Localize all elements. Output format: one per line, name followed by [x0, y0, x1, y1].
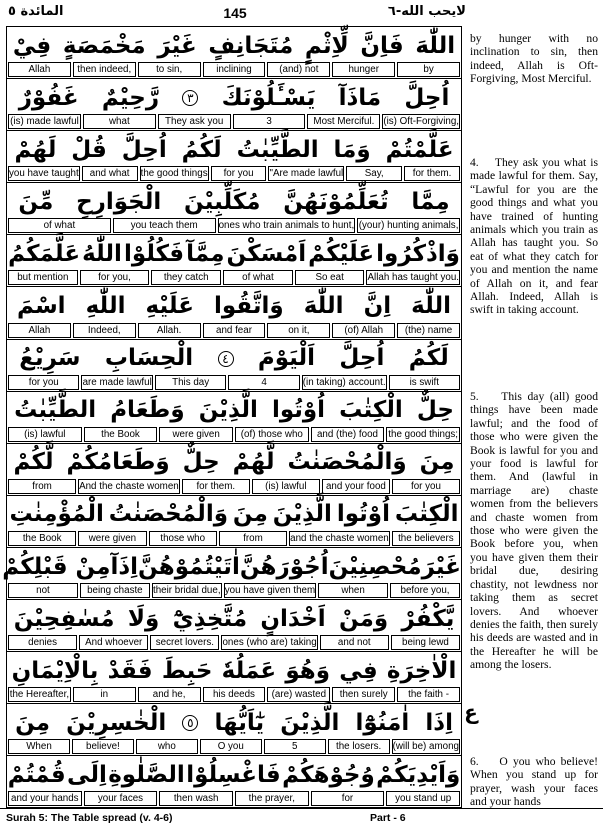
- page-number: 145: [223, 5, 247, 21]
- verse-row: [7, 183, 461, 235]
- verse-row: [7, 704, 461, 756]
- arabic-word: الطَّيِّبٰتُ: [236, 136, 319, 163]
- arabic-word: مِنَ: [15, 709, 51, 736]
- english-gloss-line: [7, 531, 461, 546]
- english-gloss: denies: [8, 635, 77, 650]
- verse-row: [7, 652, 461, 704]
- arabic-word: عَلَّمْتُمْ: [385, 136, 454, 163]
- verse-row: [2, 548, 461, 600]
- arabic-word: وَلَا: [127, 605, 160, 632]
- arabic-word: الصَّلٰوةِ: [108, 761, 185, 788]
- english-gloss: you teach them: [113, 218, 216, 233]
- arabic-word: عَلَيْهِ: [145, 293, 194, 319]
- arabic-word: فَاغْسِلُوْا: [186, 761, 281, 788]
- arabic-word: الَّذِيْنَ: [280, 709, 340, 736]
- arabic-word: اللّٰهِ: [85, 293, 126, 319]
- arabic-word: وَطَعَامُ: [110, 397, 185, 424]
- arabic-word: لَكُمُ: [408, 345, 449, 372]
- english-gloss: (are) wasted: [267, 687, 330, 702]
- english-gloss: the losers.: [328, 739, 390, 754]
- arabic-word: اٰمَنُوْٓا: [355, 709, 410, 736]
- arabic-word: اِنَّ: [363, 293, 392, 319]
- english-gloss-line: [7, 270, 461, 285]
- english-gloss: the good things: [140, 168, 208, 180]
- verse-row: [7, 600, 461, 652]
- arabic-line: [2, 548, 461, 586]
- arabic-word: سَرِيْعُ: [19, 345, 81, 372]
- english-gloss-line: [7, 375, 461, 390]
- arabic-word: رَّحِيْمٌ: [101, 84, 160, 111]
- arabic-word: وَاذْكُرُوا: [376, 240, 460, 267]
- arabic-word: عَلَيْكُمْ: [308, 240, 375, 267]
- english-gloss: Allah: [8, 62, 71, 77]
- arabic-word: مُكَلِّبِيْنَ: [184, 188, 261, 215]
- english-gloss: and your hands: [8, 791, 82, 806]
- arabic-word: يَّكْفُرْ: [401, 605, 455, 632]
- english-gloss: believe!: [72, 739, 134, 754]
- english-gloss: on it,: [267, 323, 330, 338]
- english-gloss: is swift: [389, 375, 460, 390]
- arabic-word: الْجَوَارِحِ: [76, 188, 162, 215]
- english-gloss: (is) Oft-Forgiving,: [383, 116, 459, 128]
- arabic-word: الْمُؤْمِنٰتِ: [9, 501, 104, 528]
- english-gloss: 4: [228, 375, 299, 390]
- english-gloss: for you: [8, 375, 79, 390]
- translation-text: This day (all) good things have been made lawful; and the food of those who were given the Book is lawful for you and your food is lawful for them. And (lawful in marriage are) chaste women from the believers and chaste women from those who were given the Book before you, when you have given them their bridal due, desiring chastity, not lewdness nor taking them as secret lovers. And whoever denies the faith, then surely his deeds are wasted and in the Hereafter he will be among the losers.: [470, 390, 599, 672]
- english-gloss: (is) lawful: [8, 427, 82, 442]
- english-gloss: They ask you: [158, 114, 231, 129]
- english-gloss: you have taught: [8, 168, 79, 180]
- arabic-word: اِلَى: [67, 761, 107, 788]
- arabic-word: لَكُمُ: [181, 136, 222, 163]
- arabic-word: فِي: [339, 657, 378, 684]
- arabic-word: مَاذَآ: [338, 84, 382, 111]
- english-gloss: for you,: [80, 270, 150, 285]
- verse-row: [7, 392, 461, 444]
- verse-number-marker: ٥: [182, 715, 198, 731]
- english-gloss: by: [397, 62, 460, 77]
- english-gloss: of what: [8, 218, 111, 233]
- verse-row: [7, 444, 461, 496]
- arabic-word: الَّذِيْنَ: [272, 501, 332, 528]
- arabic-line: [7, 235, 461, 273]
- arabic-line: [7, 756, 461, 794]
- arabic-line: [7, 27, 461, 65]
- english-gloss-line: [7, 687, 461, 702]
- verse-number: 5.: [470, 390, 479, 403]
- verse-number-marker: ٣: [182, 90, 198, 106]
- english-gloss: for them.: [404, 166, 460, 181]
- english-gloss: the believers: [392, 531, 460, 546]
- english-gloss: in: [73, 687, 136, 702]
- translation-paragraph: [470, 390, 598, 672]
- arabic-line: [7, 79, 461, 117]
- arabic-word: مُتَّخِذِيْٓ: [172, 605, 248, 632]
- english-gloss: and not: [320, 635, 389, 650]
- english-gloss: This day: [155, 375, 226, 390]
- verse-row: [7, 79, 461, 131]
- arabic-word: الْكِتٰبَ: [339, 397, 403, 424]
- english-gloss: but mention: [8, 270, 78, 285]
- arabic-word: اِذَآ: [110, 553, 139, 580]
- arabic-word: فَاِنَّ: [360, 32, 404, 59]
- juz-name-header: لايحب الله-٦: [387, 4, 466, 19]
- footer-surah-title: Surah 5: The Table spread (v. 4-6): [6, 812, 173, 824]
- verse-row: [7, 756, 461, 808]
- english-gloss: inclining: [203, 62, 266, 77]
- english-gloss: "Are made lawful: [269, 168, 344, 180]
- verse-row: [7, 496, 461, 548]
- arabic-line: [7, 340, 461, 378]
- english-gloss-line: [7, 479, 461, 494]
- translation-text: O you who believe! When you stand up for prayer, wash your faces and your hands: [470, 755, 598, 809]
- arabic-word: مِمَّآ: [186, 240, 225, 267]
- english-gloss: from: [8, 479, 76, 494]
- footer-part: Part - 6: [370, 812, 406, 824]
- english-gloss: you have given them: [224, 585, 316, 597]
- arabic-word: اُجُوْرَهُنَّ: [239, 553, 329, 580]
- translation-paragraph: [470, 32, 598, 86]
- arabic-word: وَهُوَ: [285, 657, 331, 684]
- english-gloss: you stand up: [386, 791, 460, 806]
- arabic-word: وَاتَّقُوا: [213, 293, 284, 319]
- word-by-word-grid: [2, 26, 462, 808]
- arabic-word: قُمْتُمْ: [7, 761, 66, 788]
- english-gloss-line: [7, 739, 461, 754]
- arabic-word: اَمْسَكْنَ: [226, 240, 307, 267]
- arabic-line: [7, 444, 461, 482]
- english-gloss: then wash: [159, 791, 233, 806]
- english-gloss: of what: [223, 270, 293, 285]
- page-header: [0, 0, 603, 26]
- english-gloss: and (the) food: [311, 427, 385, 442]
- translation-paragraph: [470, 156, 598, 317]
- arabic-word: لَهُمْ: [14, 136, 57, 163]
- english-gloss-line: [7, 323, 461, 338]
- english-gloss: for you: [211, 166, 267, 181]
- verse-row: [7, 27, 461, 79]
- verse-number-marker: ٤: [218, 351, 234, 367]
- english-gloss: to sin,: [138, 62, 201, 77]
- english-gloss: And whoever: [79, 635, 148, 650]
- arabic-word: اُحِلَّ: [339, 345, 385, 372]
- arabic-word: اللّٰهُ: [82, 240, 122, 267]
- english-gloss: So eat: [295, 270, 365, 285]
- arabic-word: حِلٌّ: [182, 449, 220, 476]
- english-gloss-line: [7, 583, 461, 598]
- arabic-word: غَيْرَ: [157, 32, 197, 59]
- arabic-word: فَقَدْ: [107, 657, 153, 684]
- arabic-word: بِالْاِيْمَانِ: [11, 657, 99, 684]
- english-gloss-line: [7, 427, 461, 442]
- english-gloss: Say,: [346, 166, 402, 181]
- arabic-word: اللّٰهَ: [415, 32, 456, 59]
- arabic-line: [7, 131, 461, 169]
- arabic-word: اَلْيَوْمَ: [257, 345, 316, 372]
- arabic-word: فِيْ: [12, 32, 52, 59]
- english-gloss-line: [7, 62, 461, 77]
- verse-row: [7, 235, 461, 287]
- english-gloss: your faces: [84, 791, 158, 806]
- english-gloss: the faith -: [397, 687, 460, 702]
- english-gloss: (the) name: [397, 323, 460, 338]
- english-gloss: Indeed,: [73, 323, 136, 338]
- verse-number: 6.: [470, 755, 479, 768]
- arabic-line: [7, 652, 461, 690]
- english-gloss: when: [318, 583, 388, 598]
- english-gloss: his deeds: [203, 687, 266, 702]
- english-gloss: are made lawful: [82, 376, 152, 388]
- english-gloss: then indeed,: [73, 62, 136, 77]
- english-gloss: they catch: [151, 270, 221, 285]
- english-gloss: (is) lawful: [252, 479, 320, 494]
- english-gloss-line: [7, 166, 461, 181]
- english-gloss: hunger: [332, 62, 395, 77]
- english-gloss: and fear: [203, 323, 266, 338]
- arabic-word: اِذَا: [425, 709, 453, 736]
- english-gloss: (your) hunting animals,: [358, 220, 459, 232]
- english-gloss: (and) not: [267, 62, 330, 77]
- arabic-line: [7, 704, 461, 742]
- arabic-word: وَمَا: [333, 136, 371, 163]
- arabic-word: وَاَيْدِيَكُمْ: [376, 761, 461, 788]
- arabic-word: اُوْتُوا: [271, 397, 326, 424]
- english-gloss: and he,: [138, 687, 201, 702]
- arabic-word: تُعَلِّمُوْنَهُنَّ: [283, 188, 389, 215]
- english-gloss: 5: [264, 739, 326, 754]
- arabic-word: وَالْمُحْصَنٰتُ: [287, 449, 407, 476]
- english-gloss: who: [136, 739, 198, 754]
- english-gloss: Allah has taught you.: [367, 272, 459, 284]
- verse-row: [7, 340, 461, 392]
- english-gloss: the Book: [84, 427, 158, 442]
- arabic-word: الْخٰسِرِيْنَ: [66, 709, 167, 736]
- arabic-word: مِنْ قَبْلِكُمْ: [2, 553, 111, 580]
- arabic-line: [7, 183, 461, 221]
- arabic-word: الطَّيِّبٰتُ: [14, 397, 97, 424]
- arabic-word: يَسْـَٔلُوْنَكَ: [221, 84, 316, 111]
- translation-text: They ask you what is made lawful for them. Say, “Lawful for you are the good things and what you have trained of hunting animals which you train as Allah has taught you. So eat of what they catch for you and mention the name of Allah on it, and fear Allah. Indeed, Allah is swift in taking account.: [470, 156, 599, 317]
- arabic-word: حِلٌّ: [416, 397, 454, 424]
- english-gloss: (will be) among: [392, 741, 459, 753]
- arabic-word: اَخْدَانٍ: [260, 605, 326, 632]
- arabic-word: لِّاِثْمٍ: [304, 32, 349, 59]
- english-gloss: then surely: [332, 687, 395, 702]
- english-gloss: the Book: [8, 531, 76, 546]
- arabic-word: وُجُوْهَكُمْ: [282, 761, 375, 788]
- arabic-word: فَكُلُوْا: [123, 240, 185, 267]
- arabic-word: مُسٰفِحِيْنَ: [13, 605, 115, 632]
- english-gloss: Most Merciful.: [307, 114, 380, 129]
- arabic-word: اُوْتُوا: [336, 501, 390, 528]
- arabic-word: اٰتَيْتُمُوْهُنَّ: [138, 553, 240, 580]
- arabic-line: [7, 600, 461, 638]
- translation-paragraph: [470, 755, 598, 809]
- arabic-word: حَبِطَ: [161, 657, 213, 684]
- arabic-line: [7, 392, 461, 430]
- english-gloss-line: [7, 114, 461, 129]
- english-gloss: ones who train animals to hunt,: [218, 220, 355, 232]
- english-gloss: their bridal due,: [153, 585, 221, 597]
- arabic-word: الْاٰخِرَةِ: [386, 657, 457, 684]
- english-gloss: and your food: [322, 479, 390, 494]
- english-gloss: being chaste: [80, 583, 150, 598]
- english-gloss: being lewd: [391, 635, 460, 650]
- verse-row: [7, 288, 461, 340]
- english-gloss: from: [219, 531, 287, 546]
- english-gloss-line: [7, 791, 461, 806]
- english-gloss: secret lovers.: [150, 635, 219, 650]
- verse-number: 4.: [470, 156, 479, 169]
- arabic-word: لَّهُمْ: [232, 449, 275, 476]
- english-gloss: those who: [149, 531, 217, 546]
- arabic-word: غَيْرَ: [421, 553, 461, 580]
- arabic-word: عَمَلُهٗ: [221, 657, 277, 684]
- english-gloss: ones (who are) taking: [222, 637, 317, 649]
- english-gloss: (is) made lawful: [8, 114, 81, 129]
- english-gloss: the Hereafter,: [9, 689, 70, 701]
- english-gloss: the prayer,: [235, 791, 309, 806]
- english-gloss: for you: [392, 479, 460, 494]
- arabic-word: لَّكُمْ: [13, 449, 54, 476]
- surah-name-header: المائدة ٥: [8, 4, 64, 19]
- english-gloss: (in taking) account.: [302, 376, 386, 388]
- arabic-word: غَفُوْرٌ: [18, 84, 79, 111]
- verse-row: [7, 131, 461, 183]
- english-gloss: were given: [78, 531, 146, 546]
- english-gloss: before you,: [390, 583, 460, 598]
- arabic-word: اللّٰهَ: [303, 293, 344, 319]
- arabic-word: وَالْمُحْصَنٰتُ: [108, 501, 228, 528]
- arabic-word: يٰٓاَيُّهَا: [214, 709, 265, 736]
- english-gloss: were given: [159, 427, 233, 442]
- english-gloss: Allah: [8, 323, 71, 338]
- english-gloss: what: [83, 114, 156, 129]
- arabic-word: مِنَ: [232, 501, 268, 528]
- arabic-word: مِّنَ: [18, 188, 54, 215]
- arabic-word: الْحِسَابِ: [104, 345, 194, 372]
- english-gloss: the good things;: [388, 428, 459, 440]
- arabic-word: وَطَعَامُكُمْ: [66, 449, 170, 476]
- english-gloss: for them.: [182, 479, 250, 494]
- arabic-word: الَّذِيْنَ: [198, 397, 258, 424]
- arabic-word: وَمَنْ: [338, 605, 389, 632]
- arabic-word: مُتَجَانِفٍ: [208, 32, 294, 59]
- english-gloss: 3: [233, 114, 306, 129]
- english-gloss: O you: [200, 739, 262, 754]
- arabic-word: مِنَ: [419, 449, 455, 476]
- english-gloss: Allah.: [138, 323, 201, 338]
- english-gloss: (of) Allah: [332, 323, 395, 338]
- english-gloss: not: [8, 583, 78, 598]
- arabic-word: قُلْ: [71, 136, 107, 163]
- english-gloss: and what: [82, 166, 138, 181]
- english-gloss: And the chaste women: [79, 480, 179, 492]
- ruku-mark: ع: [464, 700, 478, 724]
- arabic-word: مِمَّا: [411, 188, 450, 215]
- english-gloss-line: [7, 218, 461, 233]
- arabic-word: عَلَّمَكُمُ: [8, 240, 81, 267]
- english-gloss: and the chaste women: [290, 532, 389, 544]
- english-gloss: for: [311, 791, 385, 806]
- translation-text: by hunger with no inclination to sin, then indeed, Allah is Oft-Forgiving, Most Merciful.: [470, 32, 598, 86]
- arabic-word: اُحِلَّ: [121, 136, 167, 163]
- arabic-word: الْكِتٰبَ: [394, 501, 459, 528]
- page-footer: [0, 808, 603, 826]
- arabic-word: اُحِلَّ: [404, 84, 450, 111]
- arabic-line: [7, 288, 461, 326]
- arabic-word: اسْمَ: [17, 293, 66, 319]
- english-gloss: When: [8, 739, 70, 754]
- english-gloss-line: [7, 635, 461, 650]
- english-gloss: (of) those who: [235, 427, 309, 442]
- arabic-word: اللّٰهَ: [411, 293, 451, 319]
- arabic-word: مُحْصِنِيْنَ: [328, 553, 422, 580]
- arabic-word: مَخْمَصَةٍ: [62, 32, 146, 59]
- arabic-line: [7, 496, 461, 534]
